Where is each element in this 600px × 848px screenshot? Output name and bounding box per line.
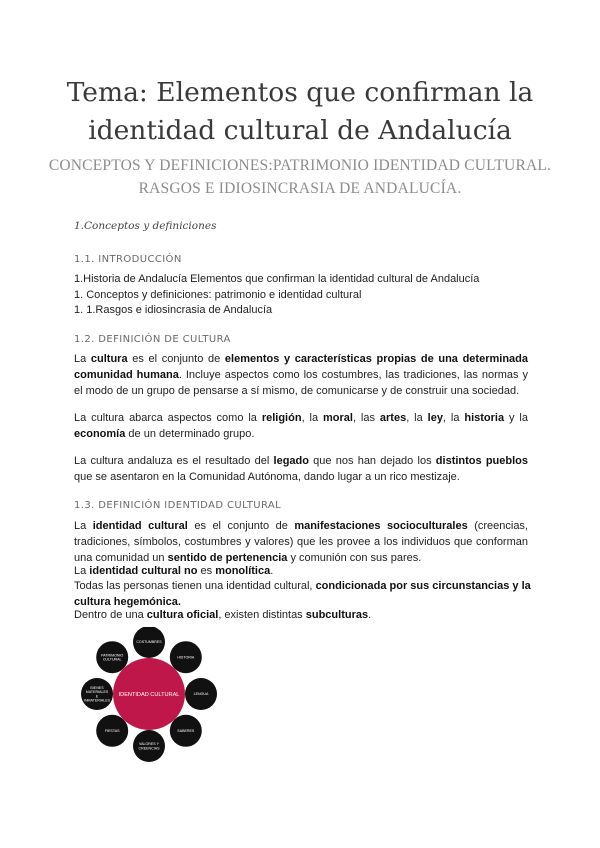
diagram-node-label-saberes: SABERES (177, 729, 195, 733)
page-title: Tema: Elementos que confirman la identidad cultural de Andalucía (66, 77, 534, 146)
cultura-paragraph-2: La cultura abarca aspectos como la religión, la moral, las artes, la ley, la historia y la economía de un determinado grupo. (74, 412, 528, 440)
diagram-node-label-valores-creencias: VALORES Y CREENCIAS (138, 742, 160, 751)
diagram-node-label-lengua: LENGUA (193, 692, 209, 697)
identidad-paragraph-1: La identidad cultural es el conjunto de manifestaciones socioculturales (creencias, tradiciones, símbolos, costumbres y valores) que les provee a los individuos que conforman una comunidad un sentido de pertenencia y comunión con sus pares. (74, 520, 528, 564)
identidad-paragraph-4: Dentro de una cultura oficial, existen distintas subculturas. (74, 609, 372, 621)
diagram-center-label: IDENTIDAD CULTURAL (118, 692, 180, 698)
section-heading-introduccion: 1.1. INTRODUCCIÓN (74, 254, 182, 265)
diagram-node-label-patrimonio: PATRIMONIO CULTURAL (101, 653, 124, 662)
identidad-paragraph-3: Todas las personas tienen una identidad cultural, condicionada por sus circunstancias y la cultura hegemónica. (74, 580, 531, 608)
section-heading-identidad: 1.3. DEFINICIÓN IDENTIDAD CULTURAL (74, 500, 282, 511)
identidad-cultural-diagram (74, 627, 224, 765)
section-heading-cultura: 1.2. DEFINICIÓN DE CULTURA (74, 334, 231, 345)
diagram-node-label-fiestas: FIESTAS (104, 729, 120, 733)
handwritten-heading: 1.Conceptos y definiciones (74, 220, 217, 232)
diagram-node-label-costumbres: COSTUMBRES (136, 640, 162, 645)
identidad-paragraph-2: La identidad cultural no es monolítica. (74, 565, 274, 577)
cultura-paragraph-3: La cultura andaluza es el resultado del legado que nos han dejado los distintos pueblos que se asentaron en la Comunidad Autónoma, dando lugar a un rico mestizaje. (74, 455, 529, 483)
diagram-node-label-bienes: BIENES MATERIALES E INMATERIALES (83, 685, 111, 703)
intro-line-2: 1. Conceptos y definiciones: patrimonio e identidad cultural (74, 289, 362, 301)
page-subtitle: CONCEPTOS Y DEFINICIONES:PATRIMONIO IDENTIDAD CULTURAL. RASGOS E IDIOSINCRASIA DE ANDALUCÍA. (48, 157, 552, 197)
cultura-paragraph-1: La cultura es el conjunto de elementos y características propias de una determinada comunidad humana. Incluye aspectos como los costumbres, las tradiciones, las normas y el modo de un grupo de pensarse a sí mismo, de comunicarse y de construir una sociedad. (74, 353, 528, 397)
intro-line-3: 1. 1.Rasgos e idiosincrasia de Andalucía (74, 304, 273, 316)
intro-line-1: 1.Historia de Andalucía Elementos que confirman la identidad cultural de Andalucía (74, 273, 480, 285)
diagram-node-label-historia: HISTORIA (177, 655, 195, 660)
